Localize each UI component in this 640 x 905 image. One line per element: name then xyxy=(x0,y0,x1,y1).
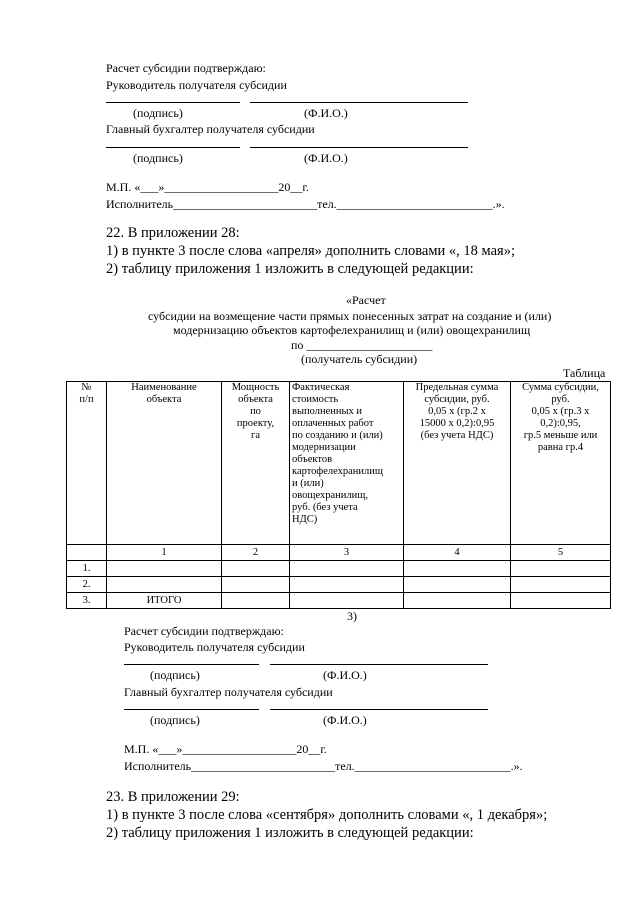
section-23-item-1: 1) в пункте 3 после слова «сентября» дополнить словами «, 1 декабря»; xyxy=(106,807,548,823)
header-cell-max-subsidy: Предельная сумма субсидии, руб. 0,05 х (гр.2 х 15000 х 0,2):0,95 (без учета НДС) xyxy=(404,382,511,545)
recipient-caption: (получатель субсидии) xyxy=(301,352,418,366)
fio-line xyxy=(250,147,468,148)
executor-line-1: Исполнитель________________________тел.__________________________.». xyxy=(106,197,505,211)
column-number-cell: 3 xyxy=(290,545,404,561)
table-cell xyxy=(107,577,222,593)
table-cell xyxy=(290,593,404,609)
header-cell-actual-cost: Фактическая стоимость выполненных и оплаченных работ по созданию и (или) модернизации объектов картофелехранилищ и (или) овощехранилищ, руб. (без учета НДС) xyxy=(290,382,404,545)
header-cell-object-name: Наименование объекта xyxy=(107,382,222,545)
column-number-cell: 4 xyxy=(404,545,511,561)
fio-caption-3: (Ф.И.О.) xyxy=(323,668,367,682)
header-cell-subsidy-amount: Сумма субсидии, руб. 0,05 х (гр.3 х 0,2):0,95, гр.5 меньше или равна гр.4 xyxy=(511,382,611,545)
confirm-text-2: Расчет субсидии подтверждаю: xyxy=(124,624,284,638)
calc-title-2: субсидии на возмещение части прямых понесенных затрат на создание и (или) xyxy=(148,309,552,323)
signature-caption-3: (подпись) xyxy=(150,668,200,682)
fio-line xyxy=(270,709,488,710)
column-number-cell xyxy=(67,545,107,561)
table-cell xyxy=(511,577,611,593)
table-cell: 1. xyxy=(67,561,107,577)
executor-line-2: Исполнитель________________________тел.__________________________.». xyxy=(124,759,523,773)
signature-line xyxy=(106,147,240,148)
table-cell xyxy=(222,593,290,609)
chief-accountant-label-1: Главный бухгалтер получателя субсидии xyxy=(106,122,315,136)
table-cell xyxy=(404,593,511,609)
column-number-cell: 2 xyxy=(222,545,290,561)
column-number-cell: 5 xyxy=(511,545,611,561)
section-22-heading: 22. В приложении 28: xyxy=(106,225,240,241)
table-row xyxy=(67,577,611,593)
table-cell: 2. xyxy=(67,577,107,593)
signature-caption-1: (подпись) xyxy=(133,106,183,120)
table-cell xyxy=(290,577,404,593)
column-number-cell: 1 xyxy=(107,545,222,561)
section-22-item-1: 1) в пункте 3 после слова «апреля» дополнить словами «, 18 мая»; xyxy=(106,243,515,259)
fio-line xyxy=(250,102,468,103)
signature-line xyxy=(106,102,240,103)
table-cell xyxy=(290,561,404,577)
confirm-text-1: Расчет субсидии подтверждаю: xyxy=(106,61,266,75)
table-column-number-row xyxy=(67,545,611,561)
header-cell-capacity: Мощность объекта по проекту, га xyxy=(222,382,290,545)
stamp-date-line-2: М.П. «___»___________________20__г. xyxy=(124,742,327,756)
table-row-total xyxy=(67,593,611,609)
head-label-2: Руководитель получателя субсидии xyxy=(124,640,305,654)
fio-line xyxy=(270,664,488,665)
table-header-row xyxy=(67,382,611,545)
header-cell-number: № п/п xyxy=(67,382,107,545)
table-cell xyxy=(511,561,611,577)
table-cell xyxy=(404,561,511,577)
signature-line xyxy=(124,664,259,665)
table-cell: 3. xyxy=(67,593,107,609)
calc-title-1: «Расчет xyxy=(346,293,386,307)
table-row xyxy=(67,561,611,577)
calc-title-3: модернизацию объектов картофелехранилищ и (или) овощехранилищ xyxy=(173,323,531,337)
table-caption: Таблица xyxy=(563,366,606,380)
total-label-cell: ИТОГО xyxy=(107,593,222,609)
signature-caption-2: (подпись) xyxy=(133,151,183,165)
table-cell xyxy=(222,577,290,593)
fio-caption-1: (Ф.И.О.) xyxy=(304,106,348,120)
subsidy-table xyxy=(66,381,611,609)
fio-caption-4: (Ф.И.О.) xyxy=(323,713,367,727)
section-22-item-2: 2) таблицу приложения 1 изложить в следующей редакции: xyxy=(106,261,474,277)
fio-caption-2: (Ф.И.О.) xyxy=(304,151,348,165)
calc-title-4: по _____________________ xyxy=(291,338,433,352)
table-cell xyxy=(511,593,611,609)
item-3-marker: 3) xyxy=(347,609,357,623)
table-cell xyxy=(107,561,222,577)
stamp-date-line-1: М.П. «___»___________________20__г. xyxy=(106,180,309,194)
section-23-item-2: 2) таблицу приложения 1 изложить в следующей редакции: xyxy=(106,825,474,841)
chief-accountant-label-2: Главный бухгалтер получателя субсидии xyxy=(124,685,333,699)
signature-caption-4: (подпись) xyxy=(150,713,200,727)
section-23-heading: 23. В приложении 29: xyxy=(106,789,240,805)
head-label-1: Руководитель получателя субсидии xyxy=(106,78,287,92)
table-cell xyxy=(222,561,290,577)
signature-line xyxy=(124,709,259,710)
table-cell xyxy=(404,577,511,593)
